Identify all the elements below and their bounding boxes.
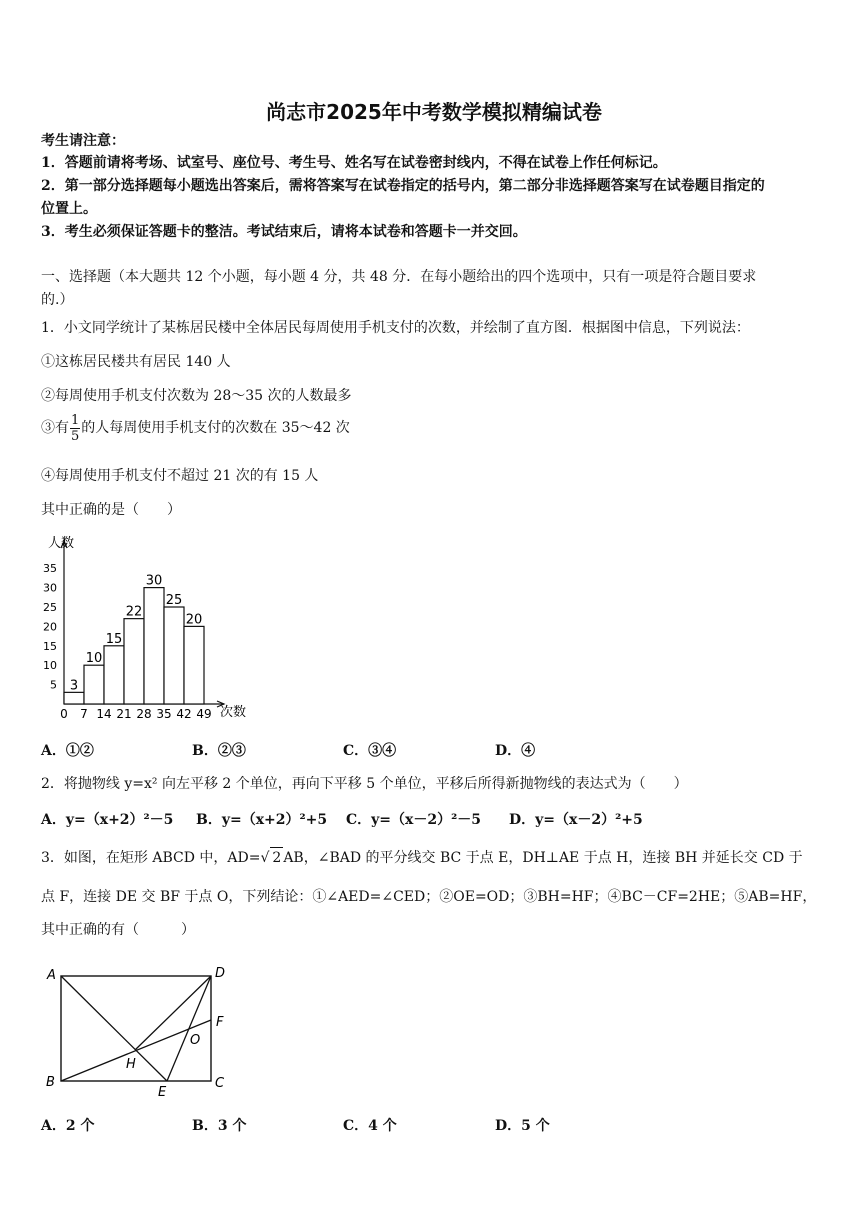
histogram-bar	[144, 588, 164, 704]
histogram-bar	[184, 626, 204, 704]
page-title: 尚志市2025年中考数学模拟精编试卷	[266, 100, 602, 124]
y-tick-label: 30	[43, 581, 57, 595]
histogram-bar	[164, 607, 184, 704]
q1-option-a[interactable]: A．①②	[41, 743, 94, 759]
notice-item: 2．第一部分选择题每小题选出答案后，需将答案写在试卷指定的括号内，第二部分非选择题答案写在试卷题目指定的	[41, 178, 765, 194]
x-tick-label: 7	[80, 707, 88, 721]
label-c: C	[215, 1076, 225, 1091]
y-tick-label: 5	[50, 678, 57, 692]
q2-stem: 2．将抛物线 y=x² 向左平移 2 个单位，再向下平移 5 个单位，平移后所得新抛物线的表达式为（ ）	[41, 776, 688, 792]
q3-ask: 其中正确的有（ ）	[41, 922, 195, 938]
fraction	[70, 413, 80, 444]
label-b: B	[46, 1075, 55, 1090]
histogram-bar	[84, 665, 104, 704]
x-tick-label: 21	[116, 707, 132, 721]
notice-item: 位置上。	[41, 201, 97, 217]
label-d: D	[215, 966, 226, 981]
notice-heading: 考生请注意：	[41, 133, 125, 149]
y-tick-label: 35	[43, 562, 57, 576]
x-axis-label: 次数	[220, 705, 247, 720]
notice-item: 1．答题前请将考场、试室号、座位号、考生号、姓名写在试卷密封线内，不得在试卷上作任何标记。	[41, 155, 667, 171]
bar-value-label: 22	[125, 604, 143, 620]
q1-statement-1: ①这栋居民楼共有居民 140 人	[41, 354, 231, 370]
q3-option-d[interactable]: D．5 个	[495, 1118, 550, 1134]
q1-option-d[interactable]: D．④	[495, 743, 536, 759]
x-tick-label: 42	[176, 707, 192, 721]
histogram-bar	[64, 692, 84, 704]
q2-option-b[interactable]: B．y=（x+2）²+5	[196, 812, 328, 828]
x-tick-label: 28	[136, 707, 152, 721]
q3-stem	[41, 847, 803, 868]
histogram-bar	[124, 619, 144, 704]
bar-value-label: 20	[185, 612, 203, 628]
q1-option-b[interactable]: B．②③	[192, 743, 246, 759]
q1-s3-post: 的人每周使用手机支付的次数在 35～42 次	[81, 420, 350, 436]
q3-option-b[interactable]: B．3 个	[192, 1118, 247, 1134]
q3-option-c[interactable]: C．4 个	[343, 1118, 397, 1134]
q1-statement-3	[41, 413, 350, 444]
label-a: A	[47, 968, 56, 983]
segment-bf	[61, 1020, 211, 1081]
q2-option-d[interactable]: D．y=（x－2）²+5	[509, 812, 643, 828]
q1-s3-pre: ③有	[41, 420, 69, 436]
histogram-bar	[104, 646, 124, 704]
y-axis-label: 人数	[48, 536, 75, 551]
rectangle-figure	[40, 960, 240, 1102]
q3-option-a[interactable]: A．2 个	[41, 1118, 95, 1134]
q1-ask: 其中正确的是（ ）	[41, 502, 181, 518]
y-tick-label: 25	[43, 601, 57, 614]
q1-statement-4: ④每周使用手机支付不超过 21 次的有 15 人	[41, 468, 319, 484]
y-tick-label: 10	[43, 659, 57, 673]
label-o: O	[190, 1033, 201, 1048]
x-tick-label: 49	[196, 707, 212, 721]
bar-value-label: 30	[145, 573, 163, 589]
q1-statement-2: ②每周使用手机支付次数为 28～35 次的人数最多	[41, 388, 352, 404]
sqrt-sign: √	[260, 850, 270, 866]
section-heading-cont: 的.）	[41, 292, 74, 308]
sqrt-radicand: 2	[270, 847, 283, 868]
y-tick-label: 15	[43, 639, 57, 653]
label-f: F	[216, 1015, 224, 1030]
q1-stem: 1．小文同学统计了某栋居民楼中全体居民每周使用手机支付的次数，并绘制了直方图．根据图中信息，下列说法：	[41, 320, 750, 336]
x-tick-label: 14	[96, 707, 112, 721]
q3-stem-b: AB，∠BAD 的平分线交 BC 于点 E，DH⊥AE 于点 H，连接 BH 并延长交 CD 于	[283, 850, 803, 866]
y-tick-label: 20	[43, 620, 57, 634]
x-tick-label: 0	[60, 707, 68, 721]
segment-ae	[61, 976, 167, 1081]
q2-option-c[interactable]: C．y=（x－2）²－5	[346, 812, 481, 828]
bar-value-label: 10	[85, 651, 103, 667]
q1-option-c[interactable]: C．③④	[343, 743, 397, 759]
label-h: H	[126, 1057, 136, 1072]
fraction-numerator: 1	[71, 413, 80, 428]
bar-value-label: 15	[105, 631, 123, 647]
notice-item: 3．考生必须保证答题卡的整洁。考试结束后，请将本试卷和答题卡一并交回。	[41, 224, 527, 240]
fraction-denominator: 5	[71, 429, 80, 444]
histogram-chart	[38, 532, 268, 724]
q3-stem-a: 3．如图，在矩形 ABCD 中，AD=	[41, 850, 261, 866]
bar-value-label: 3	[69, 678, 79, 694]
label-e: E	[158, 1085, 167, 1100]
q3-stem-line2: 点 F，连接 DE 交 BF 于点 O，下列结论：①∠AED=∠CED；②OE=OD；③BH=HF；④BC－CF=2HE；⑤AB=HF，	[41, 889, 817, 905]
bar-value-label: 25	[165, 593, 183, 608]
x-tick-label: 35	[156, 707, 172, 721]
q2-option-a[interactable]: A．y=（x+2）²－5	[41, 812, 174, 828]
section-heading: 一、选择题（本大题共 12 个小题，每小题 4 分，共 48 分．在每小题给出的四个选项中，只有一项是符合题目要求	[41, 269, 757, 285]
